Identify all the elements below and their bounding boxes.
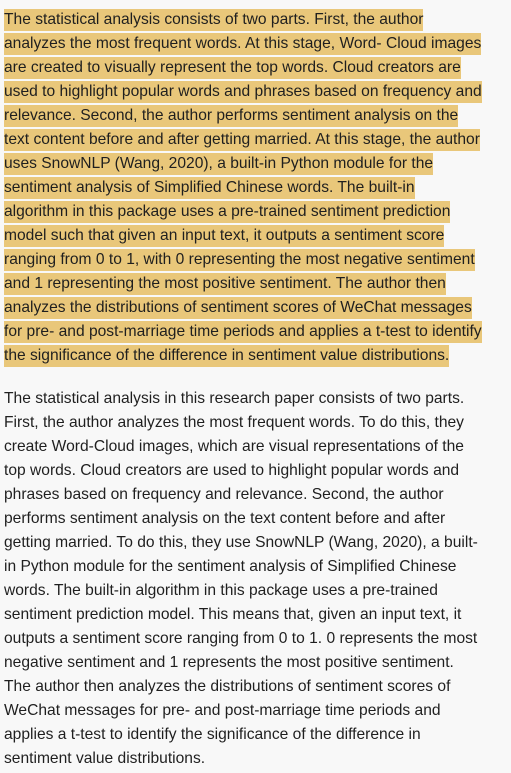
plain-line: performs sentiment analysis on the text content before and after xyxy=(4,510,446,527)
highlighted-line: ranging from 0 to 1, with 0 representing the most negative sentiment xyxy=(4,248,497,272)
highlighted-line: uses SnowNLP (Wang, 2020), a built-in Python module for the xyxy=(4,152,497,176)
highlighted-line: for pre- and post-marriage time periods and applies a t-test to identify xyxy=(4,320,497,344)
highlighted-line: The statistical analysis consists of two parts. First, the author xyxy=(4,8,497,32)
highlighted-line: are created to visually represent the top words. Cloud creators are xyxy=(4,56,497,80)
plain-line: negative sentiment and 1 represents the most positive sentiment. xyxy=(4,654,454,671)
plain-line: phrases based on frequency and relevance. Second, the author xyxy=(4,486,444,503)
plain-line: getting married. To do this, they use SnowNLP (Wang, 2020), a built- xyxy=(4,534,478,551)
highlighted-line: relevance. Second, the author performs sentiment analysis on the xyxy=(4,104,497,128)
highlighted-paragraph xyxy=(4,8,497,368)
highlighted-line: analyzes the distributions of sentiment scores of WeChat messages xyxy=(4,296,497,320)
highlighted-line: analyzes the most frequent words. At this stage, Word- Cloud images xyxy=(4,32,497,56)
plain-paragraph xyxy=(4,387,497,771)
plain-line: The author then analyzes the distributions of sentiment scores of xyxy=(4,678,451,695)
plain-line: WeChat messages for pre- and post-marriage time periods and xyxy=(4,702,441,719)
plain-line: in Python module for the sentiment analysis of Simplified Chinese xyxy=(4,558,457,575)
highlighted-line: the significance of the difference in sentiment value distributions. xyxy=(4,344,497,368)
highlighted-line: used to highlight popular words and phrases based on frequency and xyxy=(4,80,497,104)
plain-line: sentiment value distributions. xyxy=(4,750,206,767)
plain-line: First, the author analyzes the most frequent words. To do this, they xyxy=(4,414,464,431)
highlighted-line: model such that given an input text, it outputs a sentiment score xyxy=(4,224,497,248)
highlighted-line: sentiment analysis of Simplified Chinese words. The built-in xyxy=(4,176,497,200)
plain-line: outputs a sentiment score ranging from 0 to 1. 0 represents the most xyxy=(4,630,478,647)
plain-line: words. The built-in algorithm in this package uses a pre-trained xyxy=(4,582,438,599)
plain-line: applies a t-test to identify the significance of the difference in xyxy=(4,726,421,743)
highlighted-line: and 1 representing the most positive sentiment. The author then xyxy=(4,272,497,296)
plain-line: sentiment prediction model. This means that, given an input text, it xyxy=(4,606,462,623)
plain-line: The statistical analysis in this research paper consists of two parts. xyxy=(4,390,465,407)
plain-line: create Word-Cloud images, which are visual representations of the xyxy=(4,438,464,455)
highlighted-line: text content before and after getting married. At this stage, the author xyxy=(4,128,497,152)
highlighted-line: algorithm in this package uses a pre-trained sentiment prediction xyxy=(4,200,497,224)
plain-line: top words. Cloud creators are used to highlight popular words and xyxy=(4,462,460,479)
